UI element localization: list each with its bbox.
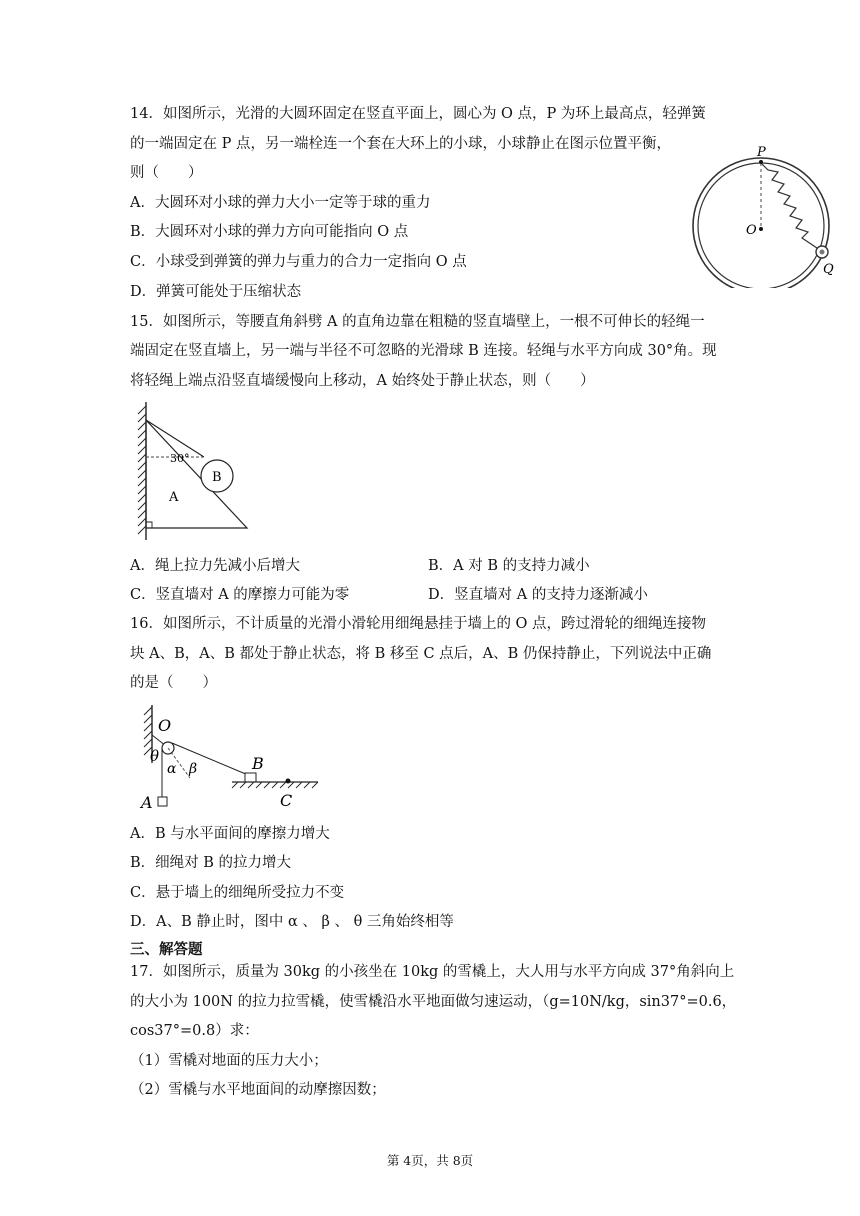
q15-wedge-figure [124, 398, 256, 546]
q15-stem-line1: 15．如图所示，等腰直角斜劈 A 的直角边靠在粗糙的竖直墙壁上，一根不可伸长的轻绳一 [130, 314, 705, 330]
q14-label-q: Q [823, 262, 834, 277]
q14-stem-line1: 14．如图所示，光滑的大圆环固定在竖直平面上，圆心为 O 点，P 为环上最高点，轻弹簧 [130, 106, 706, 122]
q16-label-a: A [141, 793, 153, 812]
q15-option-c: C．竖直墙对 A 的摩擦力可能为零 [130, 587, 350, 603]
q14-label-o: O [746, 223, 757, 238]
q15-option-a: A．绳上拉力先减小后增大 [130, 558, 300, 574]
q14-spring [762, 164, 820, 250]
q14-option-a: A．大圆环对小球的弹力大小一定等于球的重力 [130, 195, 431, 211]
q16-label-alpha: α [167, 761, 177, 777]
q15-stem-line2: 端固定在竖直墙上，另一端与半径不可忽略的光滑球 B 连接。轻绳与水平方向成 30°角。现 [130, 343, 717, 359]
q17-sub-question-2: （2）雪橇与水平地面间的动摩擦因数； [130, 1082, 386, 1098]
q16-rope-to-b [172, 743, 248, 775]
q16-point-c [286, 779, 291, 784]
q16-option-a: A．B 与水平面间的摩擦力增大 [130, 826, 330, 842]
q16-pulley-figure [132, 703, 324, 813]
q16-option-b: B．细绳对 B 的拉力增大 [130, 855, 292, 871]
q16-option-c: C．悬于墙上的细绳所受拉力不变 [130, 885, 345, 901]
q17-sub-question-1: （1）雪橇对地面的压力大小； [130, 1053, 328, 1069]
q16-stem-line2: 块 A、B，A、B 都处于静止状态，将 B 移至 C 点后，A、B 仍保持静止，下列说法中正确 [130, 646, 712, 662]
q17-stem-line3: cos37°=0.8）求： [130, 1023, 259, 1039]
q16-block-a [158, 797, 167, 806]
q15-label-b: B [212, 470, 222, 485]
q14-stem-line3: 则（ ） [130, 165, 203, 181]
q16-label-o: O [158, 716, 172, 735]
q16-label-theta: θ [150, 747, 160, 765]
q15-label-a: A [169, 490, 179, 505]
q15-angle-label: 30° [170, 452, 190, 465]
q16-stem-line1: 16．如图所示，不计质量的光滑小滑轮用细绳悬挂于墙上的 O 点，跨过滑轮的细绳连接物 [130, 616, 707, 632]
q16-option-d: D．A、B 静止时，图中 α 、 β 、 θ 三角始终相等 [130, 914, 454, 930]
q16-block-b [245, 773, 256, 782]
q14-option-c: C．小球受到弹簧的弹力与重力的合力一定指向 O 点 [130, 254, 467, 270]
q14-option-d: D．弹簧可能处于压缩状态 [130, 284, 302, 300]
q15-stem-line3: 将轻绳上端点沿竖直墙缓慢向上移动，A 始终处于静止状态，则（ ） [130, 373, 595, 389]
q16-label-b: B [252, 754, 264, 773]
q14-label-p: P [757, 145, 766, 160]
q17-stem-line2: 的大小为 100N 的拉力拉雪橇，使雪橇沿水平地面做匀速运动，（g=10N/kg，sin37°=0.6， [130, 994, 737, 1010]
q16-label-beta: β [189, 761, 198, 777]
q14-center-point [759, 227, 763, 231]
q15-option-b: B．A 对 B 的支持力减小 [428, 558, 590, 574]
section-heading: 三、解答题 [130, 941, 203, 958]
q14-option-b: B．大圆环对小球的弹力方向可能指向 O 点 [130, 224, 409, 240]
q14-stem-line2: 的一端固定在 P 点，另一端栓连一个套在大环上的小球，小球静止在图示位置平衡， [130, 136, 671, 152]
q14-ring-figure [688, 138, 838, 288]
q14-top-point [759, 160, 763, 164]
q17-stem-line1: 17．如图所示，质量为 30kg 的小孩坐在 10kg 的雪橇上，大人用与水平方向成 37°角斜向上 [130, 964, 735, 980]
q16-stem-line3: 的是（ ） [130, 675, 217, 691]
q15-option-d: D．竖直墙对 A 的支持力逐渐减小 [428, 587, 648, 603]
page-footer: 第 4页，共 8页 [386, 1153, 474, 1168]
q16-label-c: C [280, 791, 293, 810]
